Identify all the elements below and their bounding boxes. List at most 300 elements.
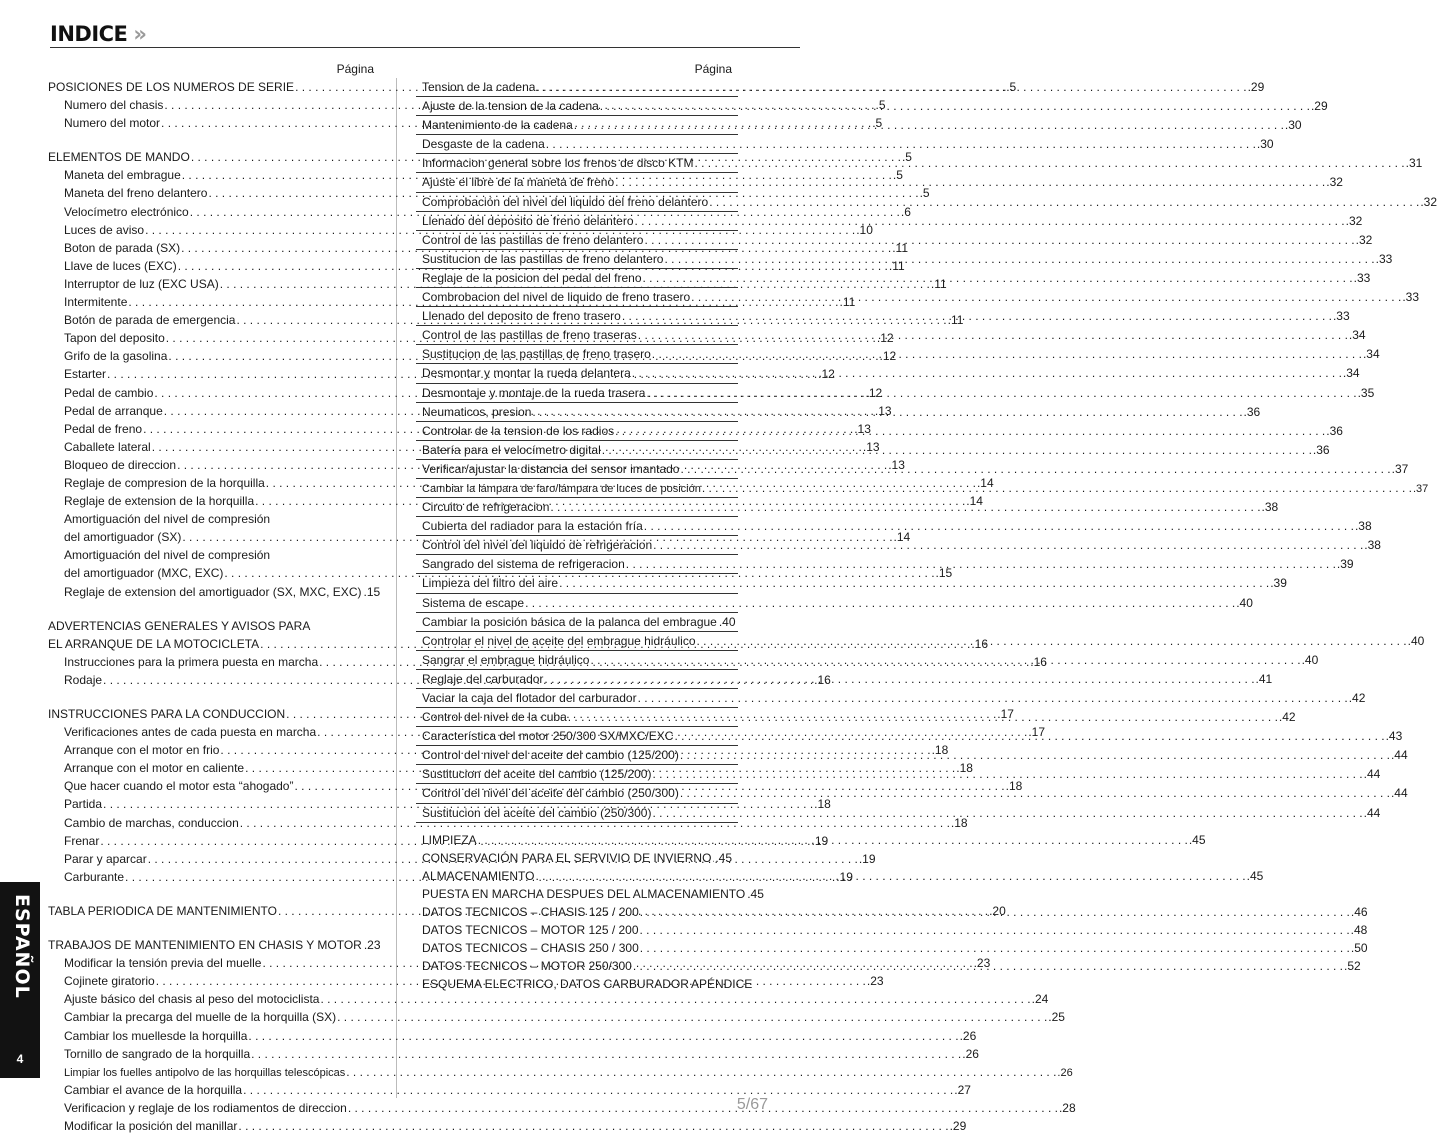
toc-page-number: .20 bbox=[989, 903, 1006, 918]
toc-entry-title: Sustitucion de las pastillas de freno delantero bbox=[422, 251, 664, 266]
toc-entry-title: Bloqueo de direccion bbox=[64, 457, 177, 472]
language-tab bbox=[0, 882, 40, 1078]
toc-entry[interactable] bbox=[48, 814, 968, 832]
dot-leader bbox=[251, 1045, 961, 1063]
toc-entry-title: DATOS TECNICOS – CHASIS 250 / 300 bbox=[422, 941, 639, 956]
toc-entry-title: Tension de la cadena bbox=[422, 80, 536, 94]
page-title-text: INDICE bbox=[50, 22, 128, 46]
toc-entry-title: EL ARRANQUE DE LA MOTOCICLETA bbox=[48, 636, 260, 651]
toc-entry-title: Sangrar el embrague hidráulico bbox=[422, 652, 590, 667]
dot-leader bbox=[674, 727, 1384, 745]
toc-page-number: APÉNDICE bbox=[690, 977, 753, 992]
toc-entry[interactable] bbox=[422, 97, 1328, 115]
dot-leader bbox=[697, 632, 1407, 650]
toc-entry-title: Control de las pastillas de freno delantero bbox=[422, 232, 644, 247]
toc-entry[interactable] bbox=[48, 1063, 1073, 1081]
toc-entry[interactable] bbox=[422, 939, 1368, 957]
toc-entry-title: Combrobacion del nivel de liquido de freno trasero bbox=[422, 290, 691, 305]
toc-entry-title: Partida bbox=[64, 797, 103, 812]
dot-leader bbox=[544, 670, 1254, 688]
toc-page-number: .5 bbox=[919, 186, 930, 201]
toc-page-number: .19 bbox=[811, 833, 829, 848]
toc-page-number: .32 bbox=[1355, 232, 1373, 247]
toc-page-number: .16 bbox=[1030, 654, 1047, 669]
dot-leader bbox=[559, 574, 1269, 592]
section-gap bbox=[48, 886, 374, 902]
toc-entry-title: Carburante bbox=[64, 869, 125, 884]
dot-leader bbox=[712, 849, 714, 867]
dot-leader bbox=[646, 384, 1356, 402]
toc-entry-title: Intermitente bbox=[64, 295, 128, 310]
page-number: 4 bbox=[16, 1052, 24, 1066]
toc-entry-title: Boton de parada (SX) bbox=[64, 240, 181, 255]
toc-entry-title: LIMPIEZA bbox=[422, 832, 477, 847]
toc-entry-title: Maneta del freno delantero bbox=[64, 186, 208, 201]
toc-entry-title: DATOS TECNICOS – MOTOR 250/300 bbox=[422, 959, 632, 974]
dot-leader bbox=[532, 403, 1242, 421]
toc-entry[interactable] bbox=[422, 135, 1274, 153]
toc-page-number: .33 bbox=[1375, 251, 1393, 266]
page-column-header: Página bbox=[694, 62, 732, 76]
toc-page-number: .16 bbox=[971, 636, 988, 651]
toc-entry-title: Comprobación del nivel del liquido del freno delantero bbox=[422, 194, 709, 209]
toc-entry-title: Llave de luces (EXC) bbox=[64, 258, 177, 273]
toc-entry[interactable] bbox=[48, 990, 1049, 1008]
toc-page-number: .25 bbox=[1048, 1010, 1065, 1025]
toc-page-number: .42 bbox=[1348, 691, 1366, 705]
toc-entry[interactable] bbox=[422, 116, 1302, 134]
toc-entry-title: ELEMENTOS DE MANDO bbox=[48, 150, 190, 165]
toc-entry-title: Llenado del deposito de freno delantero bbox=[422, 213, 634, 228]
toc-entry-title: Pedal de arranque bbox=[64, 403, 163, 418]
toc-page-number: .45 bbox=[1246, 868, 1264, 883]
toc-page-number: .32 bbox=[1326, 175, 1343, 190]
toc-entry-title: Grifo de la gasolina bbox=[64, 349, 168, 364]
toc-page-number: .40 bbox=[1301, 652, 1319, 667]
dot-leader bbox=[633, 957, 1343, 975]
dot-leader bbox=[638, 689, 1348, 707]
toc-entry-title: Cojinete giratorio bbox=[64, 974, 155, 989]
toc-page-number: .40 bbox=[718, 614, 736, 629]
toc-page-number: .26 bbox=[962, 1046, 979, 1061]
dot-leader bbox=[644, 517, 1354, 535]
toc-entry-title: Modificar la tensión previa del muelle bbox=[64, 956, 262, 971]
dot-leader bbox=[348, 1099, 1058, 1117]
toc-page-number: .48 bbox=[1350, 923, 1368, 938]
dot-leader bbox=[626, 555, 1336, 573]
dot-leader bbox=[638, 326, 1348, 344]
toc-page-number: .39 bbox=[1270, 576, 1287, 591]
toc-entry-title: Desmontar y montar la rueda delantera bbox=[422, 366, 631, 381]
dot-leader bbox=[574, 116, 1284, 134]
toc-page-number: .10 bbox=[856, 222, 873, 237]
toc-page-number: .17 bbox=[1028, 725, 1045, 740]
toc-entry-title: Que hacer cuando el motor esta “ahogado” bbox=[64, 779, 294, 794]
toc-entry-title: ADVERTENCIAS GENERALES Y AVISOS PARA bbox=[48, 618, 311, 633]
dot-leader bbox=[640, 921, 1350, 939]
toc-page-number: .45 bbox=[715, 850, 732, 865]
toc-entry-title: Limpieza del filtro del aire bbox=[422, 576, 559, 591]
toc-entry-title: Cambiar la lámpara de faro/lámpara de luces de posición bbox=[422, 482, 701, 495]
toc-page-number: .14 bbox=[976, 475, 994, 490]
toc-entry-title: Arranque con el motor en frio bbox=[64, 743, 220, 758]
page-title bbox=[50, 22, 146, 46]
toc-entry-title: Rodaje bbox=[64, 672, 103, 687]
toc-entry-title: Circuito de refrigeracion bbox=[422, 500, 550, 515]
toc-page-number: .26 bbox=[1057, 1066, 1073, 1079]
toc-page-number: .29 bbox=[949, 1118, 967, 1133]
toc-entry-title: ALMACENAMIENTO bbox=[422, 868, 535, 883]
toc-page-number: .29 bbox=[1310, 99, 1328, 114]
toc-entry-title: Amortiguación del nivel de compresión bbox=[64, 548, 271, 563]
dot-leader bbox=[525, 594, 1235, 612]
dot-leader bbox=[644, 231, 1354, 249]
toc-page-number: .13 bbox=[874, 403, 892, 418]
toc-entry-title: Llenado del deposito de freno trasero bbox=[422, 309, 621, 324]
toc-page-number: .13 bbox=[862, 439, 880, 454]
chevron-right-icon: » bbox=[133, 22, 147, 46]
toc-page-number: .23 bbox=[973, 956, 991, 971]
toc-entry-title: Reglaje del carburador bbox=[422, 671, 544, 686]
toc-page-number: .19 bbox=[858, 851, 876, 866]
toc-page-number: .33 bbox=[1402, 290, 1419, 305]
toc-page-number: .36 bbox=[1312, 442, 1330, 457]
toc-entry-title: Interruptor de luz (EXC USA) bbox=[64, 276, 219, 291]
toc-entry[interactable] bbox=[422, 574, 1287, 592]
toc-entry[interactable] bbox=[422, 78, 1265, 96]
dot-leader bbox=[478, 831, 1188, 849]
toc-entry-title: Desgaste de la cadena bbox=[422, 137, 545, 152]
toc-page-number: .42 bbox=[1278, 710, 1296, 725]
toc-entry[interactable] bbox=[422, 849, 732, 867]
toc-entry-title: Control del nivel del aceite del cambio (125/200) bbox=[422, 748, 679, 763]
toc-entry-title: Maneta del embrague bbox=[64, 168, 181, 183]
toc-entry-title: Cambio de marchas, conduccion bbox=[64, 815, 239, 830]
dot-leader bbox=[643, 269, 1353, 287]
toc-section-entry[interactable] bbox=[48, 617, 374, 635]
dot-leader bbox=[702, 479, 1412, 497]
toc-page-number: .15 bbox=[363, 584, 381, 599]
toc-entry[interactable] bbox=[422, 555, 1354, 573]
toc-entry[interactable] bbox=[48, 1045, 979, 1063]
toc-entry-title: Controlar el nivel de aceite del embrague hidráulico bbox=[422, 633, 696, 648]
toc-entry-title: POSICIONES DE LOS NUMEROS DE SERIE bbox=[48, 80, 295, 94]
toc-page-number: .30 bbox=[1284, 118, 1302, 133]
dot-leader bbox=[337, 1008, 1047, 1026]
toc-page-number: .16 bbox=[814, 672, 831, 687]
toc-page-number: .30 bbox=[1256, 137, 1274, 152]
toc-page-number: .26 bbox=[959, 1028, 977, 1043]
toc-page-number: .12 bbox=[876, 331, 894, 346]
toc-page-number: .28 bbox=[1058, 1100, 1076, 1115]
toc-entry[interactable] bbox=[48, 510, 374, 528]
toc-entry-title: Parar y aparcar bbox=[64, 851, 147, 866]
toc-page-number: .17 bbox=[997, 707, 1014, 721]
toc-entry-title: Amortiguación del nivel de compresión bbox=[64, 512, 271, 527]
toc-page-number: .11 bbox=[892, 240, 909, 255]
toc-page-number: .36 bbox=[1243, 404, 1261, 419]
toc-page-number: .44 bbox=[1363, 767, 1381, 782]
toc-entry-title: Control del nivel de la cuba bbox=[422, 710, 567, 725]
toc-entry-title: Pedal de freno bbox=[64, 421, 143, 436]
toc-entry-title: Sistema de escape bbox=[422, 595, 525, 610]
toc-entry[interactable] bbox=[422, 975, 753, 993]
dot-leader bbox=[635, 212, 1345, 230]
toc-page-number: .27 bbox=[954, 1082, 971, 1097]
toc-page-number: .45 bbox=[1188, 832, 1206, 847]
toc-entry-title: Control de las pastillas de freno traseras bbox=[422, 328, 637, 343]
toc-entry-title: Verificar/ajustar la distancia del sensor imantado bbox=[422, 461, 680, 476]
page-column-header: Página bbox=[336, 62, 374, 76]
toc-page-number: .14 bbox=[966, 494, 983, 509]
toc-entry-title: Vaciar la caja del flotador del carburador bbox=[422, 691, 637, 705]
toc-page-number: .37 bbox=[1391, 461, 1409, 476]
toc-page-number: .44 bbox=[1390, 786, 1408, 801]
toc-page-number: .34 bbox=[1348, 328, 1366, 343]
toc-entry-title: Desmontaje y montaje de la rueda trasera bbox=[422, 385, 646, 400]
dot-leader bbox=[652, 345, 1362, 363]
toc-entry[interactable] bbox=[422, 903, 1368, 921]
toc-entry-title: Neumaticos, presion bbox=[422, 404, 532, 419]
dot-leader bbox=[694, 154, 1404, 172]
section-gap bbox=[48, 601, 374, 617]
toc-entry[interactable] bbox=[422, 885, 764, 903]
toc-entry-title: Sangrado del sistema de refrigeracion bbox=[422, 557, 625, 572]
toc-page-number: .38 bbox=[1354, 519, 1372, 534]
toc-page-number: .15 bbox=[935, 566, 953, 581]
toc-entry[interactable] bbox=[48, 1027, 977, 1045]
toc-entry-title: Estarter bbox=[64, 367, 107, 382]
toc-page-number: .11 bbox=[839, 295, 856, 310]
toc-entry-title: Verificacion y reglaje de los rodiamentos de direccion bbox=[64, 1100, 347, 1115]
toc-page-number: .39 bbox=[1336, 557, 1354, 572]
title-rule bbox=[50, 47, 800, 48]
toc-entry[interactable] bbox=[422, 517, 1372, 535]
toc-entry-title: Control del nivel del aceite del cambio (250/300) bbox=[422, 786, 679, 801]
dot-leader bbox=[536, 78, 1246, 96]
toc-entry-title: Cubierta del radiador para la estación fría bbox=[422, 519, 643, 534]
toc-entry-title: Limpiar los fuelles antipolvo de las horquillas telescópicas bbox=[64, 1066, 346, 1079]
toc-entry[interactable] bbox=[48, 583, 381, 601]
toc-page-number: .29 bbox=[1247, 80, 1265, 94]
toc-page-number: .33 bbox=[1332, 309, 1350, 324]
toc-entry-title: Pedal de cambio bbox=[64, 385, 154, 400]
toc-page-number: .35 bbox=[1357, 385, 1375, 400]
toc-entry-title: Botón de parada de emergencia bbox=[64, 313, 236, 328]
toc-entry-title: Numero del motor bbox=[64, 116, 161, 131]
toc-entry-title: Tornillo de sangrado de la horquilla bbox=[64, 1046, 251, 1061]
toc-entry-title: Velocímetro electrónico bbox=[64, 204, 189, 219]
toc-section-entry[interactable] bbox=[48, 936, 381, 954]
section-gap bbox=[48, 920, 374, 936]
toc-page-number: .12 bbox=[865, 385, 883, 400]
dot-leader bbox=[238, 1117, 948, 1135]
dot-leader bbox=[590, 651, 1300, 669]
dot-leader bbox=[709, 193, 1419, 211]
toc-entry-title: Verificaciones antes de cada puesta en marcha bbox=[64, 725, 317, 740]
toc-entry[interactable] bbox=[48, 546, 374, 564]
toc-entry-title: Numero del chasis bbox=[64, 98, 164, 113]
pdf-pager: 5/67 bbox=[736, 1096, 768, 1113]
toc-entry-title: Informacion general sobre los frenos de disco KTM bbox=[422, 156, 694, 171]
toc-entry-title: Sustitucion del aceite del cambio (125/200) bbox=[422, 767, 652, 782]
toc-entry-title: Caballete lateral bbox=[64, 439, 151, 454]
toc-page-number: .44 bbox=[1363, 805, 1381, 820]
toc-page-number: .18 bbox=[950, 815, 968, 830]
language-label: ESPAÑOL bbox=[11, 894, 33, 999]
toc-page-number: .14 bbox=[893, 530, 911, 545]
toc-entry-title: Batería para el velocímetro digital bbox=[422, 442, 601, 457]
toc-page-number: .31 bbox=[1405, 156, 1423, 171]
dot-leader bbox=[664, 250, 1374, 268]
section-gap bbox=[48, 132, 374, 148]
toc-entry[interactable] bbox=[422, 921, 1368, 939]
toc-page-number: .13 bbox=[854, 421, 871, 436]
dot-leader bbox=[680, 746, 1390, 764]
toc-entry[interactable] bbox=[422, 594, 1253, 612]
dot-leader bbox=[632, 364, 1342, 382]
toc-page-number: .18 bbox=[956, 761, 973, 776]
toc-page-number: .13 bbox=[888, 457, 905, 472]
toc-page-number: .5 bbox=[875, 98, 886, 113]
dot-leader bbox=[652, 804, 1362, 822]
toc-entry-title: DATOS TECNICOS – MOTOR 125 / 200 bbox=[422, 923, 639, 938]
toc-entry-title: Control del nivel del liquido de refrigeracion bbox=[422, 538, 653, 553]
toc-page-number: .18 bbox=[1005, 779, 1023, 794]
dot-leader bbox=[691, 288, 1401, 306]
toc-page-number: .34 bbox=[1362, 347, 1380, 362]
toc-entry-title: Cambiar la precarga del muelle de la horquilla (SX) bbox=[64, 1010, 337, 1025]
toc-page-number: .5 bbox=[901, 150, 912, 165]
toc-page-number: .12 bbox=[818, 367, 835, 382]
toc-page-number: .6 bbox=[900, 204, 911, 219]
toc-page-number: .34 bbox=[1342, 366, 1360, 381]
toc-entry-title: Controlar de la tension de los radios bbox=[422, 423, 615, 438]
toc-page-number: .11 bbox=[888, 258, 905, 273]
dot-leader bbox=[546, 135, 1256, 153]
toc-entry[interactable] bbox=[422, 613, 736, 631]
toc-entry[interactable] bbox=[422, 193, 1437, 211]
toc-page-number: .36 bbox=[1326, 423, 1343, 438]
toc-page-number: .18 bbox=[931, 743, 949, 758]
toc-entry-title: TRABAJOS DE MANTENIMIENTO EN CHASIS Y MOTOR bbox=[48, 938, 362, 953]
dot-leader bbox=[535, 867, 1245, 885]
toc-entry-title: Sustitucion del aceite del cambio (250/300) bbox=[422, 805, 652, 820]
dot-leader bbox=[602, 441, 1312, 459]
toc-entry-title: Cambiar el avance de la horquilla bbox=[64, 1082, 243, 1097]
toc-entry[interactable] bbox=[48, 221, 873, 239]
toc-entry-title: Cambiar los muellesde la horquilla bbox=[64, 1028, 248, 1043]
toc-page-number: .5 bbox=[1006, 80, 1017, 94]
toc-page-number: .46 bbox=[1350, 905, 1368, 920]
toc-entry[interactable] bbox=[48, 1008, 1065, 1026]
toc-page-number: .11 bbox=[930, 276, 947, 291]
dot-leader bbox=[622, 307, 1332, 325]
toc-page-number: .23 bbox=[866, 974, 884, 989]
toc-page-number: .52 bbox=[1344, 959, 1361, 974]
toc-entry-title: Reglaje de compresion de la horquilla bbox=[64, 475, 265, 490]
dot-leader bbox=[600, 97, 1310, 115]
toc-page-number: .11 bbox=[947, 313, 964, 328]
toc-entry[interactable] bbox=[422, 173, 1343, 191]
toc-entry-title: Reglaje de extension de la horquilla bbox=[64, 494, 255, 509]
section-gap bbox=[48, 689, 374, 705]
toc-entry-title: Mantenimiento de la cadena bbox=[422, 118, 573, 133]
toc-page-number: .18 bbox=[814, 797, 831, 812]
toc-entry-title: Frenar bbox=[64, 833, 100, 848]
toc-entry-title: Instrucciones para la primera puesta en marcha bbox=[64, 654, 319, 669]
dot-leader bbox=[680, 460, 1390, 478]
toc-page-number: .23 bbox=[363, 938, 381, 953]
dot-leader bbox=[248, 1027, 958, 1045]
dot-leader bbox=[640, 939, 1350, 957]
dot-leader bbox=[653, 536, 1363, 554]
toc-entry-title: Reglaje de extension del amortiguador (SX, MXC, EXC) bbox=[64, 584, 362, 599]
dot-leader bbox=[615, 422, 1325, 440]
toc-page-number: .40 bbox=[1236, 595, 1253, 610]
toc-page-number: .41 bbox=[1255, 671, 1273, 686]
toc-page-number: .32 bbox=[1345, 213, 1363, 228]
toc-entry-title: Ajuste básico del chasis al peso del motociclista bbox=[64, 992, 320, 1007]
toc-page-number: .44 bbox=[1390, 748, 1408, 763]
toc-page-number: .50 bbox=[1350, 941, 1368, 956]
toc-entry-title: INSTRUCCIONES PARA LA CONDUCCION bbox=[48, 707, 286, 721]
toc-entry-title: Cambiar la posición básica de la palanca del embrague bbox=[422, 614, 717, 629]
toc-entry[interactable] bbox=[422, 689, 1366, 707]
toc-page-number: .43 bbox=[1385, 729, 1403, 744]
toc-page-number: .5 bbox=[892, 168, 903, 183]
dot-leader bbox=[680, 784, 1390, 802]
toc-page-number: .45 bbox=[747, 886, 764, 901]
toc-page-number: .38 bbox=[1364, 538, 1381, 553]
toc-page-number: .32 bbox=[1420, 194, 1437, 209]
toc-entry-title: DATOS TECNICOS – CHASIS 125 / 200 bbox=[422, 905, 639, 920]
toc-entry-title: Sustitucion de las pastillas de freno trasero bbox=[422, 347, 651, 362]
dot-leader bbox=[550, 498, 1260, 516]
toc-page-number: .5 bbox=[872, 116, 883, 131]
dot-leader bbox=[568, 708, 1278, 726]
toc-page-number: .24 bbox=[1031, 992, 1049, 1007]
dot-leader bbox=[640, 903, 1350, 921]
toc-entry-title: PUESTA EN MARCHA DESPUES DEL ALMACENAMIENTO bbox=[422, 886, 746, 901]
toc-page-number: .40 bbox=[1407, 633, 1425, 648]
toc-page-number: .33 bbox=[1353, 270, 1371, 285]
toc-entry-title: Luces de aviso bbox=[64, 222, 145, 237]
toc-entry-title: Ajuste de la tension de la cadena bbox=[422, 99, 599, 114]
toc-entry-title: del amortiguador (SX) bbox=[64, 530, 182, 545]
toc-entry-title: Tapon del deposito bbox=[64, 331, 165, 346]
toc-entry-title: Característica del motor 250/300 SX/MXC/EXC bbox=[422, 729, 674, 744]
toc-entry-title: Reglaje de la posicion del pedal del freno bbox=[422, 270, 642, 285]
dot-leader bbox=[346, 1063, 1056, 1081]
toc-entry-title: Ajuste el libre de la maneta de freno bbox=[422, 175, 615, 190]
toc-entry[interactable] bbox=[48, 1081, 971, 1099]
toc-page-number: .12 bbox=[879, 349, 897, 364]
toc-page-number: .38 bbox=[1261, 500, 1279, 515]
toc-page-number: .19 bbox=[836, 869, 853, 884]
toc-entry-title: Arranque con el motor en caliente bbox=[64, 761, 245, 776]
toc-entry[interactable] bbox=[422, 154, 1423, 172]
dot-leader bbox=[652, 765, 1362, 783]
toc-page-number: .37 bbox=[1412, 482, 1429, 495]
toc-entry[interactable] bbox=[48, 1117, 967, 1135]
toc-entry-title: ESQUEMA ELECTRICO, DATOS CARBURADOR bbox=[422, 977, 689, 992]
dot-leader bbox=[243, 1081, 953, 1099]
toc-entry-title: TABLA PERIODICA DE MANTENIMIENTO bbox=[48, 903, 277, 918]
toc-entry-title: CONSERVACIÓN PARA EL SERVIVIO DE INVIERNO bbox=[422, 850, 712, 865]
dot-leader bbox=[615, 173, 1325, 191]
toc-entry-title: del amortiguador (MXC, EXC) bbox=[64, 566, 224, 581]
